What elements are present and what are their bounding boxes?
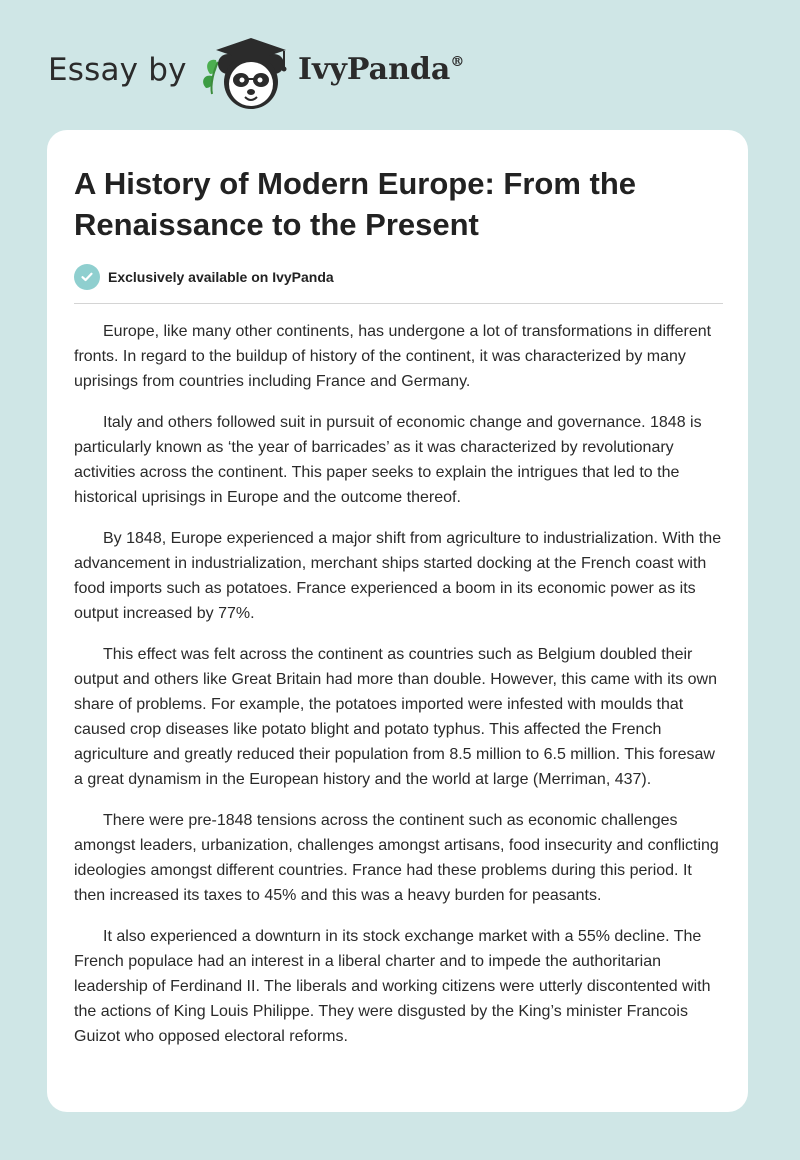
paragraph: By 1848, Europe experienced a major shift from agriculture to industrialization. With the advancement in industrialization, merchant ships started docking at the French coast with food imports such as potatoes. France experienced a boom in its economic power as its output increased by 77%. [74, 530, 722, 622]
ivypanda-logo[interactable] [200, 30, 296, 114]
paragraph: Italy and others followed suit in pursuit of economic change and governance. 1848 is particularly known as ‘the year of barricades’ as it was characterized by revolutionary activities across the continent. This paper seeks to explain the intrigues that led to the historical uprisings in Europe and the outcome thereof. [74, 414, 702, 506]
divider [74, 303, 723, 304]
essay-by-label: Essay by [48, 52, 187, 88]
paragraph: There were pre-1848 tensions across the continent such as economic challenges amongst leaders, urbanization, challenges amongst artisans, food insecurity and conflicting ideologies amongst different countries. France had these problems during this period. It then increased its taxes to 45% and this was a heavy burden for peasants. [74, 812, 719, 904]
article-title: A History of Modern Europe: From the Renaissance to the Present [74, 166, 637, 242]
panda-graduate-icon [200, 30, 296, 114]
exclusive-label: Exclusively available on IvyPanda [108, 269, 334, 285]
check-badge-icon [74, 264, 100, 290]
article-card [47, 130, 748, 1112]
leaf-icon [203, 60, 218, 94]
brand-text: IvyPanda [298, 52, 451, 87]
exclusive-badge [74, 264, 334, 290]
paragraph: It also experienced a downturn in its stock exchange market with a 55% decline. The French populace had an interest in a liberal charter and to impede the authoritarian leadership of Ferdinand II. The liberals and working citizens were utterly discontented with the actions of King Louis Philippe. They were disgusted by the King’s minister Francois Guizot who opposed electoral reforms. [74, 928, 711, 1045]
registered-mark: ® [450, 54, 465, 70]
site-header [48, 30, 648, 114]
article-body [74, 319, 723, 1065]
brand-name[interactable] [298, 52, 464, 87]
paragraph: This effect was felt across the continent as countries such as Belgium doubled their output and others like Great Britain had more than double. However, this came with its own share of problems. For example, the potatoes imported were infested with moulds that caused crop diseases like potato blight and potato typhus. This affected the French agriculture and greatly reduced their population from 8.5 million to 6.5 million. This foresaw a great dynamism in the European history and the world at large (Merriman, 437). [74, 646, 718, 788]
paragraph: Europe, like many other continents, has undergone a lot of transformations in different fronts. In regard to the buildup of history of the continent, it was characterized by many uprisings from countries including France and Germany. [74, 323, 712, 390]
